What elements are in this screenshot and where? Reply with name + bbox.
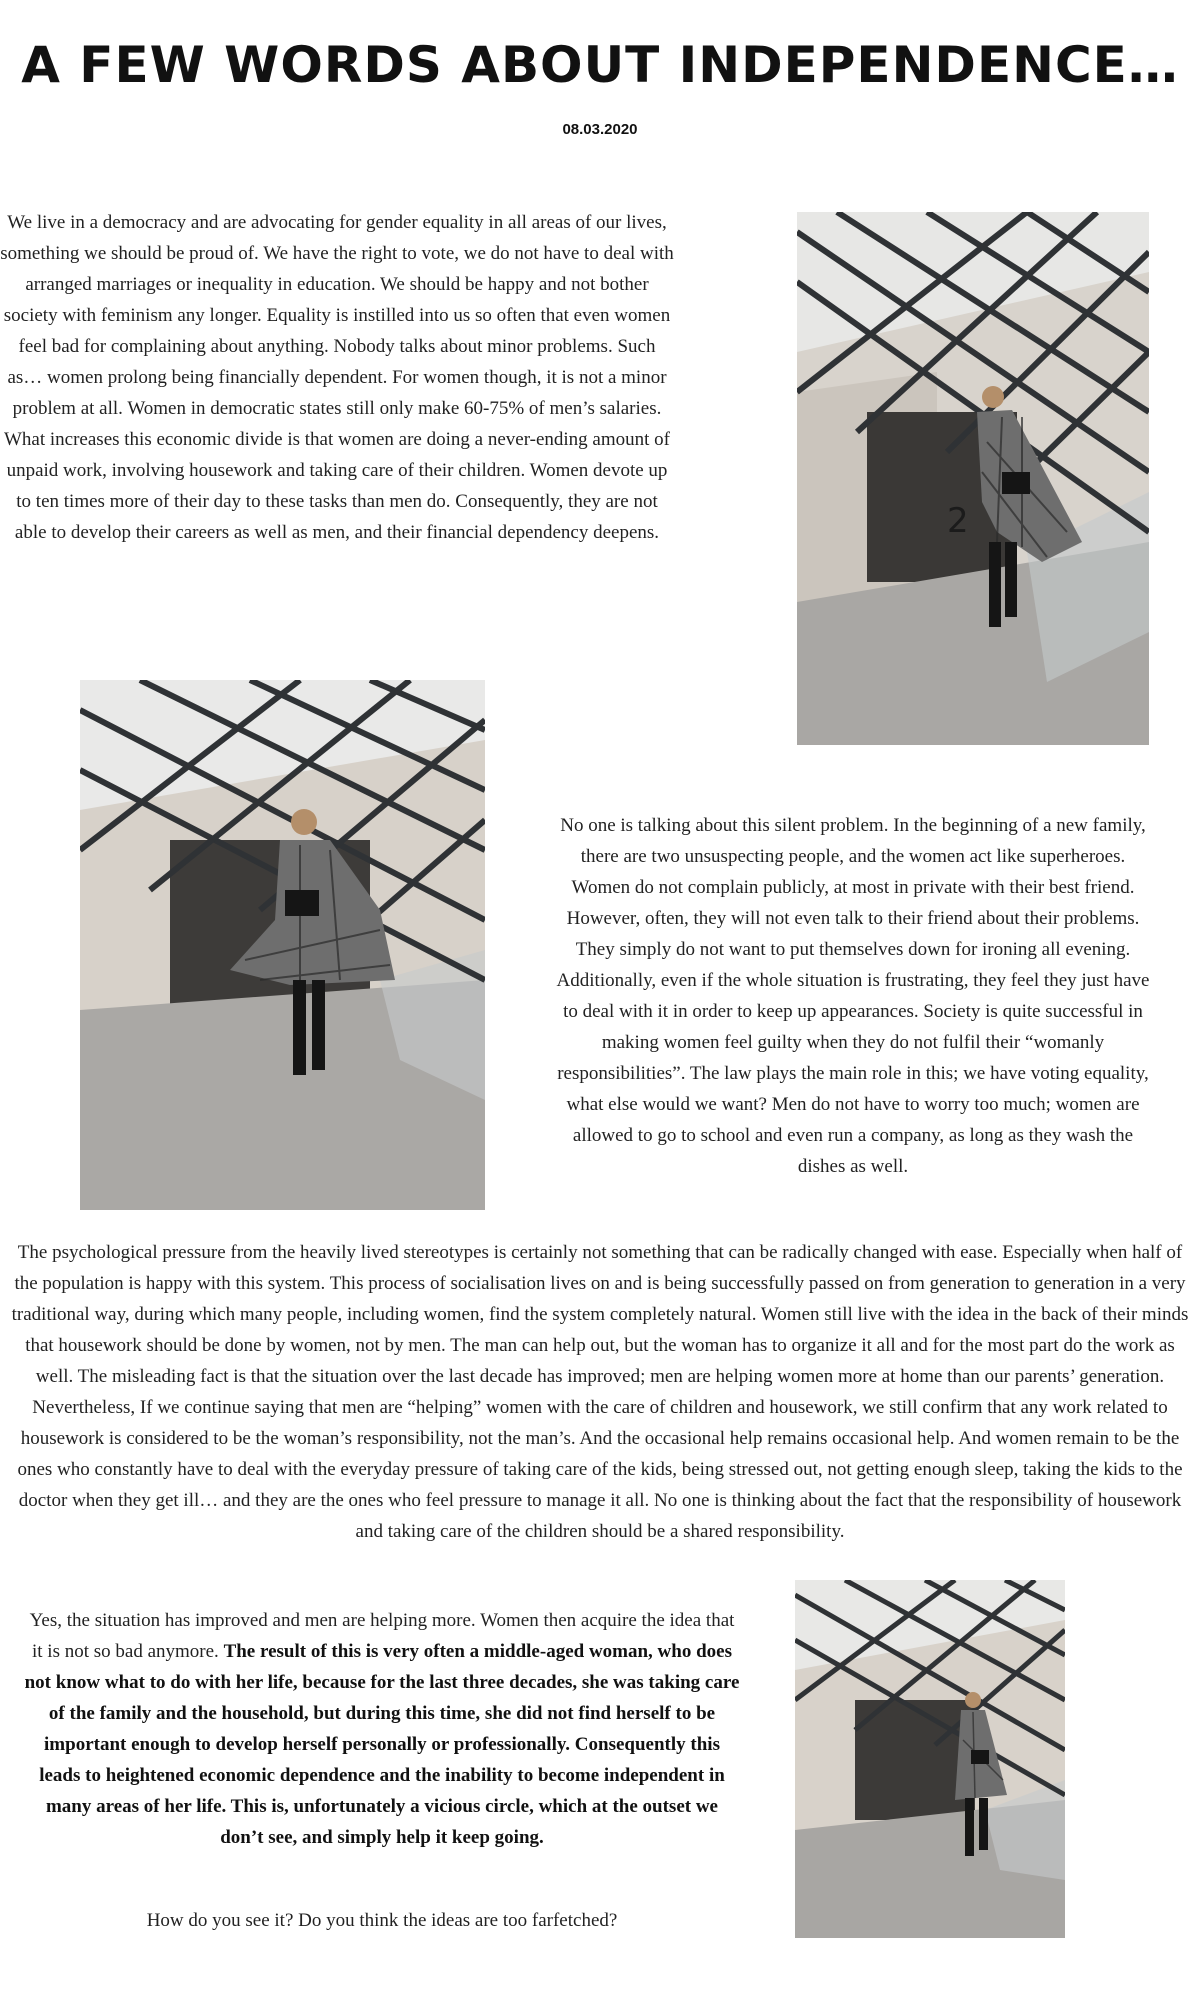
paragraph-4-emphasis: The result of this is very often a middle-aged woman, who does not know what to do with her life, because for the last three decades, she was taking care of the family and the household, but during this time, she did not find herself to be important enough to develop herself personally or professionally. Consequently this leads to heightened economic dependence and the inability to become independent in many areas of her life. This is, unfortunately a vicious circle, which at the outset we don’t see, and simply help it keep going. bbox=[24, 1641, 740, 1848]
post-date: 08.03.2020 bbox=[562, 121, 638, 138]
page-title: A FEW WORDS ABOUT INDEPENDENCE… bbox=[21, 36, 1179, 94]
photo-woman-walking bbox=[797, 212, 1149, 745]
article-paragraph-4 bbox=[22, 1605, 742, 1853]
closing-question: How do you see it? Do you think the ideas are too farfetched? bbox=[146, 1910, 618, 1931]
photo-woman-walking-wide bbox=[795, 1580, 1065, 1938]
article-paragraph-1: We live in a democracy and are advocating for gender equality in all areas of our lives, something we should be proud of. We have the right to vote, we do not have to deal with arranged marriages or inequality in education. We should be happy and not bother society with feminism any longer. Equality is instilled into us so often that even women feel bad for complaining about anything. Nobody talks about minor problems. Such as… women prolong being financially dependent. For women though, it is not a minor problem at all. Women in democratic states still only make 60-75% of men’s salaries. What increases this economic divide is that women are doing a never-ending amount of unpaid work, involving housework and taking care of their children. Women devote up to ten times more of their day to these tasks than men do. Consequently, they are not able to develop their careers as well as men, and their financial dependency deepens. bbox=[0, 212, 674, 543]
paragraph-4-lead: Yes, the situation has improved and men are helping more. Women then acquire the idea that it is not so bad anymore. bbox=[29, 1610, 735, 1662]
article-paragraph-3: The psychological pressure from the heavily lived stereotypes is certainly not something that can be radically changed with ease. Especially when half of the population is happy with this system. This process of socialisation lives on and is being successfully passed on from generation to generation in a very traditional way, during which many people, including women, find the system completely natural. Women still live with the idea in the back of their minds that housework should be done by women, not by men. The man can help out, but the woman has to organize it all and for the most part do the work as well. The misleading fact is that the situation over the last decade has improved; men are helping women more at home than our parents’ generation. Nevertheless, If we continue saying that men are “helping” women with the care of children and housework, we still confirm that any work related to housework is considered to be the woman’s responsibility, not the man’s. And the occasional help remains occasional help. And women remain to be the ones who constantly have to deal with the everyday pressure of taking care of the kids, being stressed out, not getting enough sleep, taking the kids to the doctor when they get ill… and they are the ones who feel pressure to manage it all. No one is thinking about the fact that the responsibility of housework and taking care of the children should be a shared responsibility. bbox=[11, 1242, 1189, 1542]
article-paragraph-2: No one is talking about this silent problem. In the beginning of a new family, there are two unsuspecting people, and the women act like superheroes. Women do not complain publicly, at most in private with their best friend. However, often, they will not even talk to their friend about their problems. They simply do not want to put themselves down for ironing all evening. Additionally, even if the whole situation is frustrating, they feel they just have to deal with it in order to keep up appearances. Society is quite successful in making women feel guilty when they do not fulfil their “womanly responsibilities”. The law plays the main role in this; we have voting equality, what else would we want? Men do not have to worry too much; women are allowed to go to school and even run a company, as long as they wash the dishes as well. bbox=[556, 815, 1150, 1177]
photo-woman-twirling-coat bbox=[80, 680, 485, 1210]
photo-level-sign-label: 2 bbox=[947, 501, 969, 541]
